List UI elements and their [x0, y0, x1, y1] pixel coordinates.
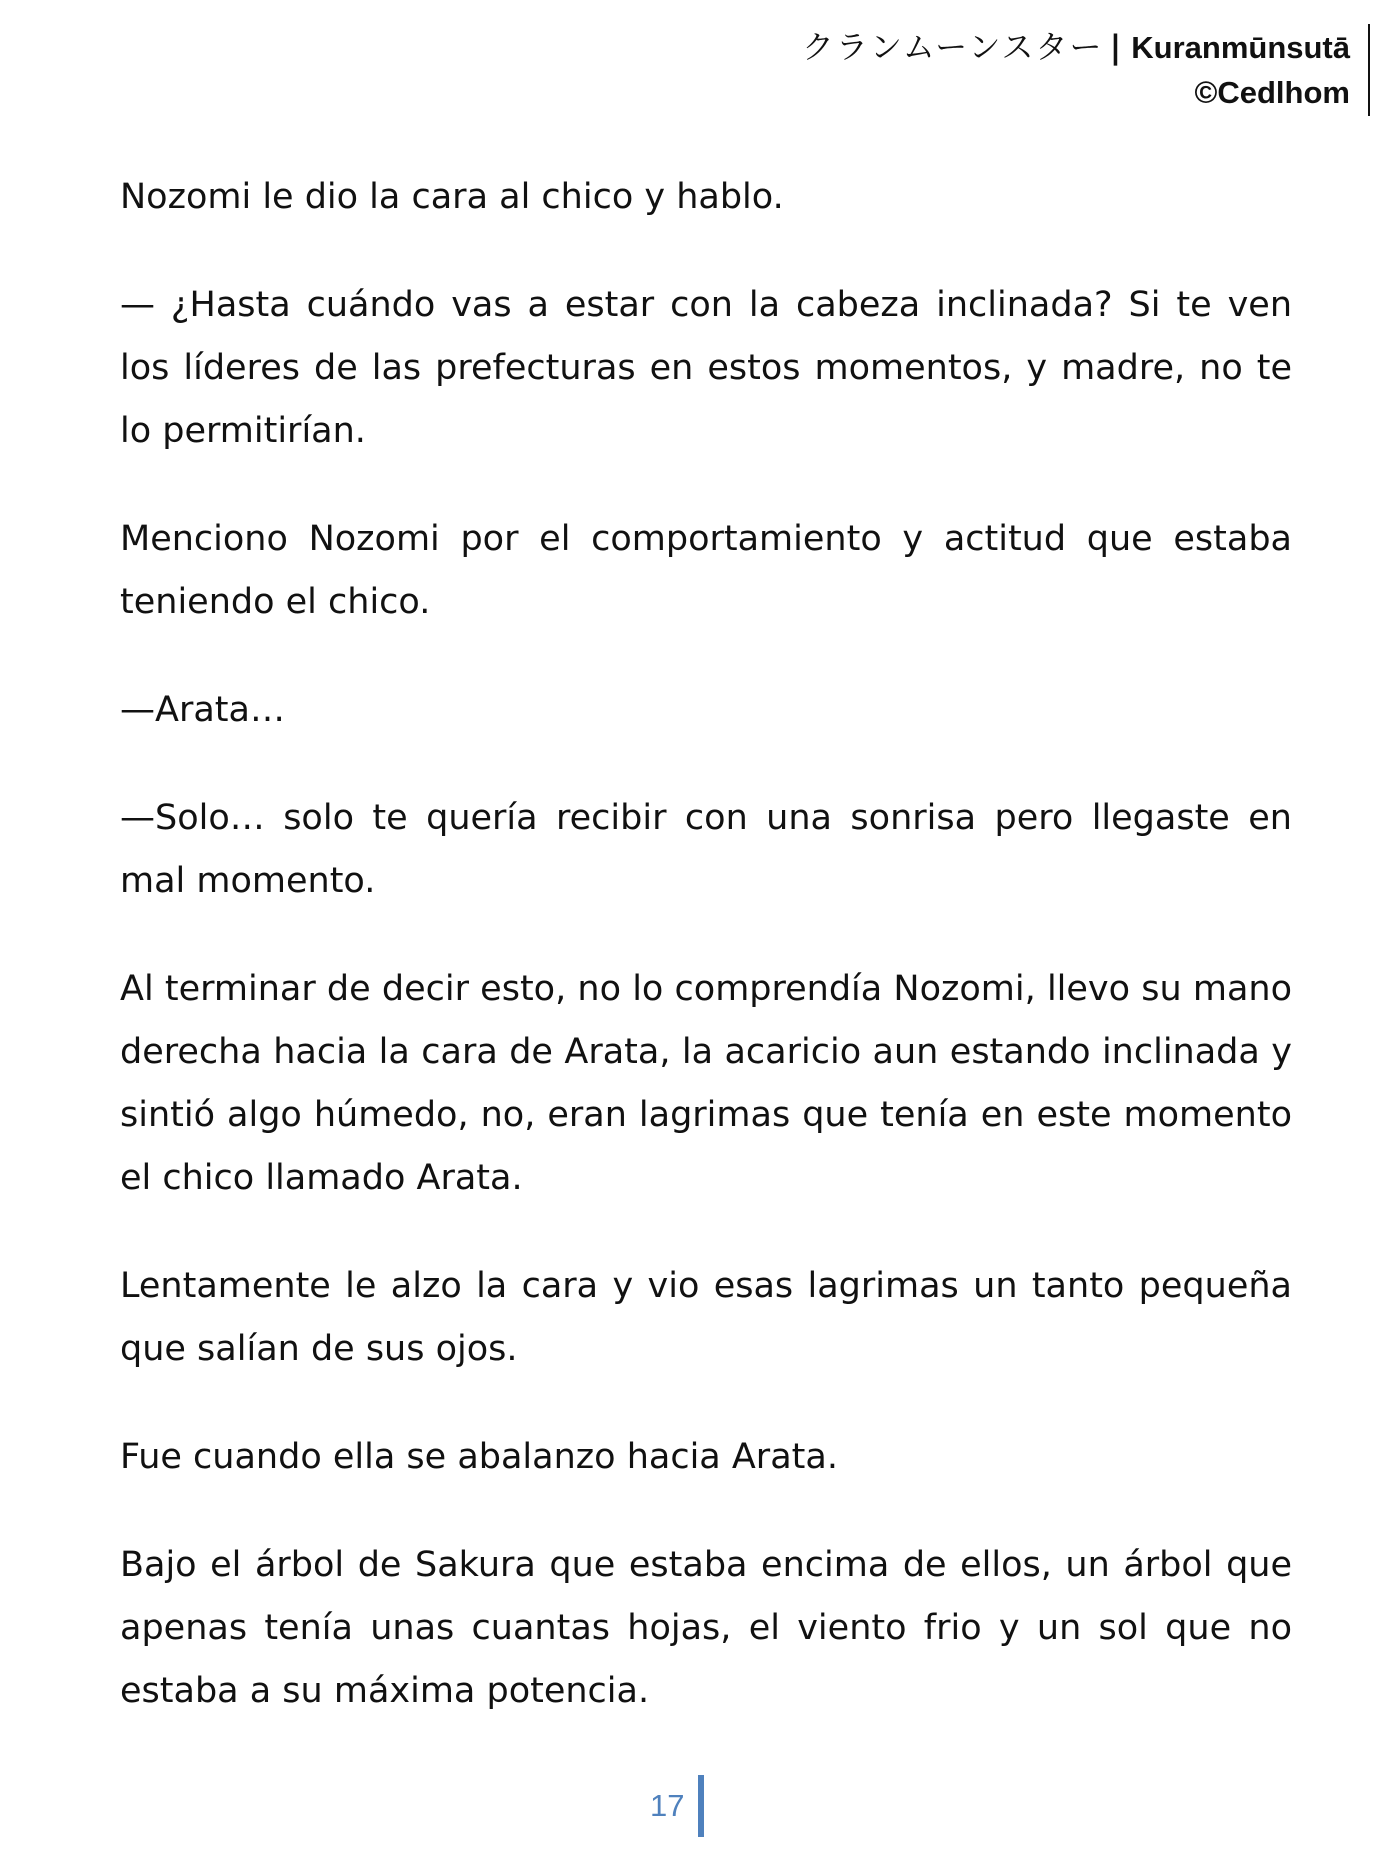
paragraph: Nozomi le dio la cara al chico y hablo.: [120, 177, 784, 217]
paragraph: Al terminar de decir esto, no lo comprendía Nozomi, llevo su mano derecha hacia la cara de Arata, la acaricio aun estando inclinada y sintió algo húmedo, no, eran lagrimas que tenía en este momento el chico llamado Arata.: [120, 969, 1292, 1198]
document-body: [120, 166, 1292, 1768]
page-footer: [650, 1776, 704, 1836]
paragraph: Fue cuando ella se abalanzo hacia Arata.: [120, 1437, 838, 1477]
header-title-line: [802, 24, 1350, 71]
paragraph: Menciono Nozomi por el comportamiento y actitud que estaba teniendo el chico.: [120, 519, 1292, 622]
paragraph: — ¿Hasta cuándo vas a estar con la cabeza inclinada? Si te ven los líderes de las prefecturas en estos momentos, y madre, no te lo permitirían.: [120, 285, 1292, 451]
paragraph: —Solo… solo te quería recibir con una sonrisa pero llegaste en mal momento.: [120, 798, 1292, 901]
paragraph: —Arata…: [120, 690, 285, 730]
header-copyright: ©Cedlhom: [1194, 74, 1350, 110]
paragraph: Bajo el árbol de Sakura que estaba encima de ellos, un árbol que apenas tenía unas cuantas hojas, el viento frio y un sol que no estaba a su máxima potencia.: [120, 1545, 1292, 1711]
page-number: 17: [650, 1788, 685, 1823]
page-number-bar: [698, 1775, 704, 1837]
header-japanese-title: クランムーンスター: [802, 28, 1104, 66]
page-header: [802, 24, 1370, 116]
paragraph: Lentamente le alzo la cara y vio esas lagrimas un tanto pequeña que salían de sus ojos.: [120, 1266, 1292, 1369]
header-romanized-title: Kuranmūnsutā: [1131, 30, 1350, 65]
header-separator: |: [1109, 28, 1122, 66]
